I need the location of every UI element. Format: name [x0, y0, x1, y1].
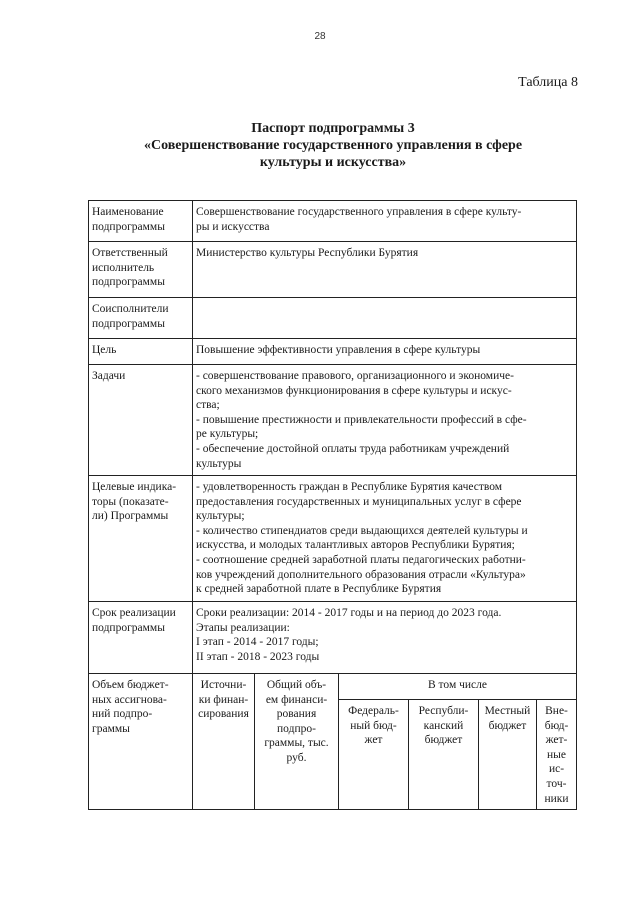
row-label-name: Наименование подпрограммы [89, 201, 193, 242]
budget-federal-header: Федераль- ный бюд- жет [339, 700, 409, 810]
row-label-coexecutors: Соисполнители подпрограммы [89, 298, 193, 339]
row-value-period: Сроки реализации: 2014 - 2017 годы и на период до 2023 года. Этапы реализации: I этап - 2014 - 2017 годы; II этап - 2018 - 2023 годы [193, 602, 577, 674]
table-row [89, 476, 577, 602]
budget-local-header: Местный бюджет [479, 700, 537, 810]
table-row [89, 339, 577, 365]
table-row [89, 602, 577, 674]
table-row [89, 201, 577, 242]
row-value-tasks: - совершенствование правового, организационного и экономиче- ского механизмов функционирования в сфере культуры и искус- ства; - повышение престижности и привлекательности профессий в сфе- ре культуры; - обеспечение достойной оплаты труда работникам учреждений культуры [193, 365, 577, 476]
row-label-budget: Объем бюджет- ных ассигнова- ний подпро- граммы [89, 674, 193, 810]
row-label-executor: Ответственный исполнитель подпрограммы [89, 242, 193, 298]
table-row [89, 298, 577, 339]
budget-source-header: Источни- ки финан- сирования [193, 674, 255, 810]
budget-including-header: В том числе [339, 674, 577, 700]
document-title [88, 120, 578, 171]
title-line: «Совершенствование государственного управления в сфере [143, 138, 523, 153]
budget-republic-header: Республи- канский бюджет [409, 700, 479, 810]
passport-table [88, 200, 577, 810]
budget-header-row [89, 674, 577, 700]
row-value-executor: Министерство культуры Республики Бурятия [193, 242, 577, 298]
row-value-name: Совершенствование государственного управления в сфере культу- ры и искусства [193, 201, 577, 242]
row-label-indicators: Целевые индика- торы (показате- ли) Программы [89, 476, 193, 602]
row-label-tasks: Задачи [89, 365, 193, 476]
row-label-period: Срок реализации подпрограммы [89, 602, 193, 674]
budget-extrabudget-header: Вне- бюд- жет- ные ис- точ- ники [537, 700, 577, 810]
title-line: культуры и искусства» [259, 155, 407, 170]
row-value-coexecutors [193, 298, 577, 339]
table-row [89, 365, 577, 476]
row-value-indicators: - удовлетворенность граждан в Республике Бурятия качеством предоставления государственных и муниципальных услуг в сфере культуры; - количество стипендиатов среди выдающихся деятелей культуры и искусства, и молодых талантливых авторов Республики Бурятия; - соотношение средней заработной платы педагогических работни- ков учреждений дополнительного образования отрасли «Культура» к средней заработной плате в Республике Бурятия [193, 476, 577, 602]
budget-total-header: Общий объ- ем финанси- рования подпро- граммы, тыс. руб. [255, 674, 339, 810]
title-line: Паспорт подпрограммы 3 [251, 121, 415, 136]
table-label: Таблица 8 [518, 75, 578, 90]
row-label-goal: Цель [89, 339, 193, 365]
row-value-goal: Повышение эффективности управления в сфере культуры [193, 339, 577, 365]
table-row [89, 242, 577, 298]
page-number: 28 [314, 31, 326, 42]
